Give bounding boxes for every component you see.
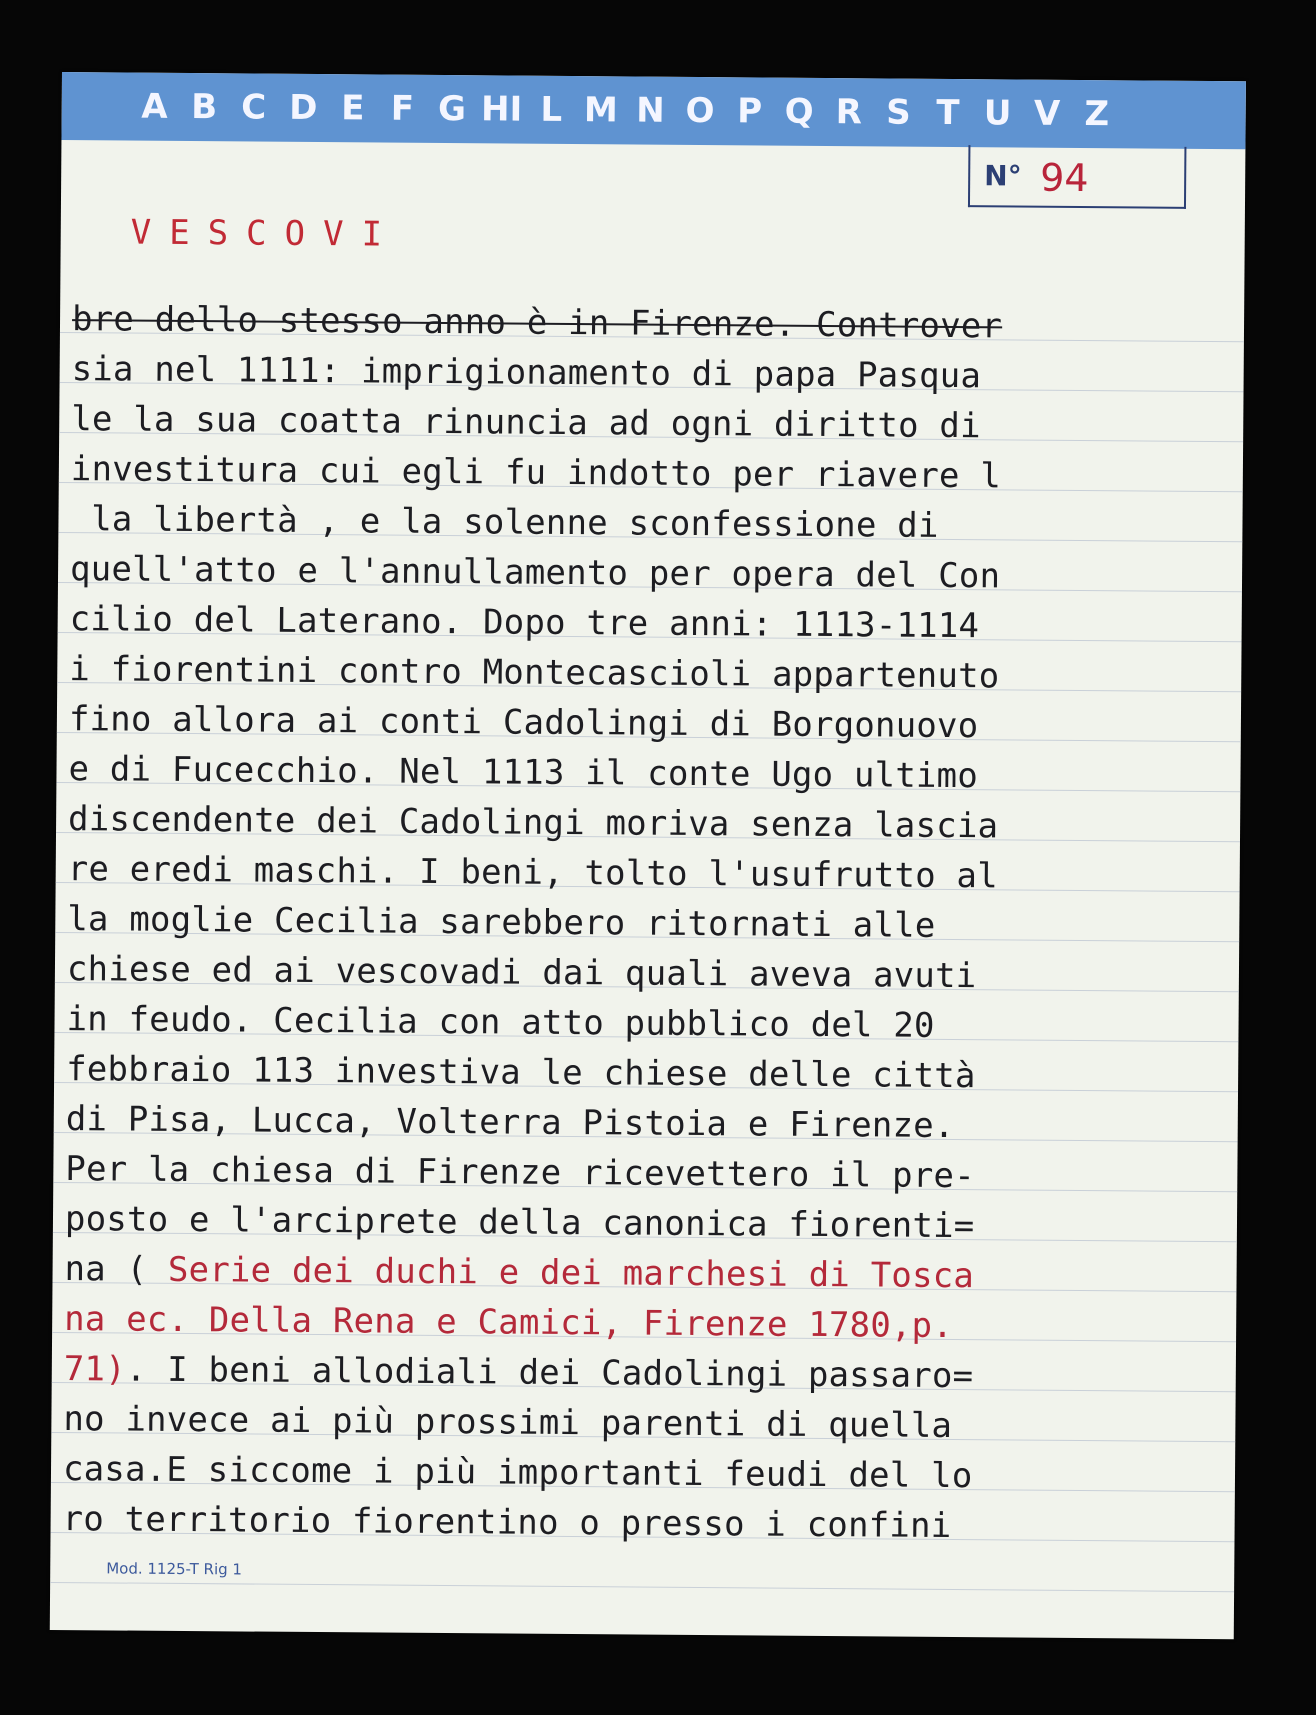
text-line-citation-end [64, 1344, 1232, 1403]
card-number-label: N° [984, 159, 1022, 193]
alphabet-letter: D [289, 87, 318, 129]
alphabet-letter: V [1033, 93, 1061, 134]
alphabet-letter: M [583, 90, 618, 131]
card-number-box [968, 145, 1186, 209]
alphabet-letter: A [141, 86, 168, 127]
text-line: no invece ai più prossimi parenti di quella [63, 1399, 953, 1447]
text-line: re eredi maschi. I beni, tolto l'usufrutto al [67, 849, 999, 897]
text-line: fino allora ai conti Cadolingi di Borgonuovo [68, 699, 979, 747]
card-rule-line [50, 1632, 1234, 1639]
citation-text: na ec. Della Rena e Camici, Firenze 1780,p. [64, 1299, 954, 1347]
alphabet-letter: Z [1084, 94, 1110, 135]
text-line: quell'atto e l'annullamento per opera del Con [69, 549, 1001, 597]
text-line: ro territorio fiorentino o presso i confini [62, 1499, 952, 1547]
alphabet-letter: C [241, 87, 267, 128]
card-heading: VESCOVI [130, 212, 401, 255]
text-line: Per la chiesa di Firenze ricevettero il pre- [65, 1149, 975, 1197]
text-line: casa.E siccome i più importanti feudi del lo [62, 1449, 973, 1497]
text-segment: na ( [64, 1249, 169, 1290]
text-line: investitura cui egli fu indotto per riavere l [70, 449, 1002, 497]
card-number-value: 94 [1040, 155, 1089, 201]
card-rule-line [50, 1582, 1234, 1592]
alphabet-letter: P [737, 91, 763, 132]
alphabet-tab-bar [61, 72, 1245, 149]
text-line: chiese ed ai vescovadi dai quali aveva avuti [66, 949, 977, 997]
alphabet-letter: T [936, 92, 960, 134]
text-line: la moglie Cecilia sarebbero ritornati alle [67, 899, 936, 946]
index-card [50, 72, 1246, 1639]
text-line-struck: bre dello stesso anno è in Firenze. Controver [71, 299, 1003, 347]
citation-text: 71) [63, 1349, 126, 1390]
alphabet-letter: F [390, 88, 415, 129]
text-line: febbraio 113 investiva le chiese delle città [66, 1049, 976, 1097]
alphabet-letter: G [437, 88, 467, 130]
text-line: posto e l'arciprete della canonica fiorenti= [64, 1199, 975, 1247]
text-line: discendente dei Cadolingi moriva senza lascia [67, 799, 999, 847]
text-line: sia nel 1111: imprigionamento di papa Pasqua [71, 349, 982, 397]
text-line: e di Fucecchio. Nel 1113 il conte Ugo ultimo [68, 749, 979, 797]
form-model-code: Mod. 1125-T Rig 1 [106, 1559, 243, 1579]
alphabet-letter: Q [784, 91, 814, 132]
alphabet-letter: O [685, 90, 715, 132]
alphabet-letter: HI [480, 89, 523, 130]
typed-text-body [62, 294, 1240, 1553]
alphabet-letter: B [190, 87, 218, 128]
text-line: la libertà , e la solenne sconfessione di [70, 499, 939, 546]
text-line: di Pisa, Lucca, Volterra Pistoia e Firenze. [65, 1099, 955, 1147]
citation-text: Serie dei duchi e dei marchesi di Tosca [167, 1249, 975, 1297]
alphabet-letter: L [540, 89, 563, 130]
alphabet-letter: U [983, 93, 1012, 134]
text-line-citation [64, 1294, 1232, 1353]
alphabet-letter: S [886, 92, 911, 133]
text-line-citation-start [64, 1244, 1232, 1303]
alphabet-letter: N [636, 90, 665, 131]
text-line: le la sua coatta rinuncia ad ogni diritto di [71, 399, 981, 447]
alphabet-letter: E [341, 88, 365, 129]
alphabet-letter: R [835, 92, 863, 133]
text-line: in feudo. Cecilia con atto pubblico del 20 [66, 999, 935, 1046]
text-segment: . I beni allodiali dei Cadolingi passaro= [125, 1349, 974, 1397]
text-line: i fiorentini contro Montecascioli appartenuto [69, 649, 1000, 697]
text-line: cilio del Laterano. Dopo tre anni: 1113-1114 [69, 599, 980, 647]
